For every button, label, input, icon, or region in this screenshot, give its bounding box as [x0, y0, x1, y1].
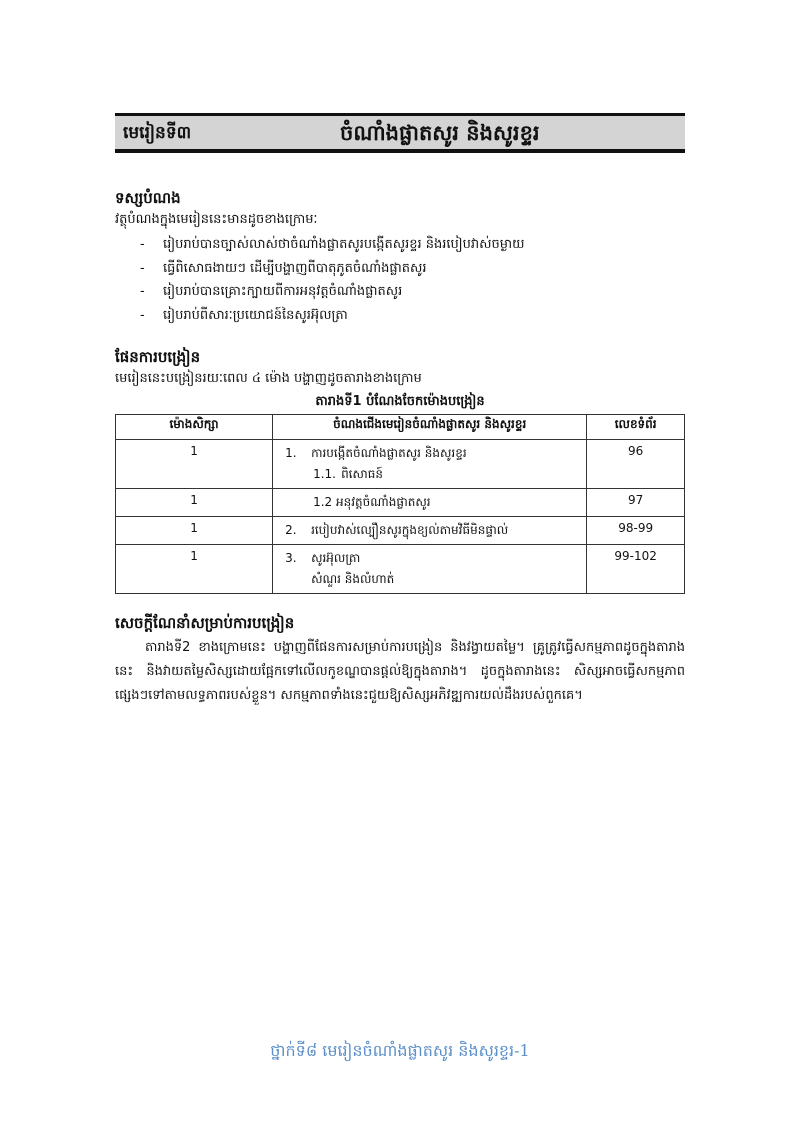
page-footer: ថ្នាក់ទី៨ មេរៀនចំណាំងផ្លាតសូរ និងសូរខ្ទរ-1 — [270, 1041, 530, 1060]
row-title: សូរអ៊ុលត្រា — [311, 551, 361, 565]
teaching-plan-table — [115, 414, 685, 594]
cell-pages: 99-102 — [587, 545, 685, 594]
column-header-hours: ម៉ោងសិក្សា — [116, 415, 273, 440]
table-header-row — [116, 415, 685, 440]
table-row — [116, 489, 685, 517]
cell-title — [273, 517, 587, 545]
lesson-number: មេរៀនទី៣ — [123, 123, 192, 143]
table-caption: តារាងទី1 បំណែងចែកម៉ោងបង្រៀន — [315, 394, 485, 409]
cell-title — [273, 440, 587, 489]
cell-title — [273, 489, 587, 517]
lesson-title: ចំណាំងផ្លាតសូរ និងសូរខ្ទរ — [340, 121, 540, 145]
column-header-pages: លេខទំព័រ — [587, 415, 685, 440]
row-sub-title: ពិសោធន៍ — [341, 467, 383, 481]
cell-hours: 1 — [116, 517, 273, 545]
row-title: ការបង្កើតចំណាំងផ្លាតសូរ និងសូរខ្ទរ — [311, 446, 467, 460]
lesson-header-bar — [115, 113, 685, 153]
objective-item: - រៀបរាប់បានច្បាស់លាស់ថាចំណាំងផ្លាតសូរបង្កើតសូរខ្ទរ និងរបៀបវាស់ចម្ងាយ — [140, 237, 525, 252]
objective-item: - រៀបរាប់ពីសារៈប្រយោជន៍នៃសូរអ៊ុលត្រា — [140, 307, 348, 323]
guidance-heading: សេចក្តីណែនាំសម្រាប់ការបង្រៀន — [115, 614, 295, 632]
table-row — [116, 545, 685, 594]
row-number: 3. — [285, 551, 297, 565]
objectives-heading: ទស្សបំណង — [115, 189, 181, 207]
cell-hours: 1 — [116, 440, 273, 489]
row-number: 2. — [285, 523, 297, 537]
teaching-plan-intro: មេរៀននេះបង្រៀនរយៈពេល ៤ ម៉ោង បង្ហាញដូចតារាងខាងក្រោម — [115, 371, 422, 386]
cell-pages: 97 — [587, 489, 685, 517]
row-sub-title: សំណួរ និងលំហាត់ — [311, 572, 395, 586]
row-number: 1. — [285, 446, 297, 460]
cell-hours: 1 — [116, 489, 273, 517]
cell-title — [273, 545, 587, 594]
table-row — [116, 517, 685, 545]
guidance-section — [115, 612, 685, 708]
objectives-list — [115, 233, 695, 327]
cell-pages: 98-99 — [587, 517, 685, 545]
teaching-plan-section — [115, 346, 695, 390]
objective-item: - ធ្វើពិសោធងាយៗ ដើម្បីបង្ហាញពីបាតុភូតចំណាំងផ្លាតសូរ — [140, 260, 427, 276]
column-header-title: ចំណងជើងមេរៀនចំណាំងផ្លាតសូរ និងសូរខ្ទរ — [273, 415, 587, 440]
table-row — [116, 440, 685, 489]
row-sub-number: 1.1. — [313, 467, 336, 481]
cell-pages: 96 — [587, 440, 685, 489]
objective-item: - រៀបរាប់បានគ្រោះក្បាយពីការអនុវត្តចំណាំងផ្លាតសូរ — [140, 284, 403, 299]
guidance-paragraph: តារាងទី2 ខាងក្រោមនេះ បង្ហាញពីផែនការសម្រាប់ការបង្រៀន និងវង្វាយតម្លៃ។ គ្រូត្រូវធ្វើសកម្មភាពដូចក្នុងតារាងនេះ និងវាយតម្លៃសិស្សដោយផ្អែកទៅលើលកូខណ្ឌបានផ្តល់ឱ្យក្នុងតារាង។ ដូចក្នុងតារាងនេះ សិស្សអាចធ្វើសកម្មភាព ផ្សេងៗទៅតាមលទ្ធភាពរបស់ខ្លួន។ សកម្មភាពទាំងនេះជួយឱ្យសិស្សអភិវឌ្ឍការយល់ដឹងរបស់ពួកគេ។ — [115, 640, 685, 703]
objectives-section — [115, 187, 695, 327]
teaching-plan-heading: ផែនការបង្រៀន — [115, 348, 201, 366]
row-title: របៀបវាស់ល្បឿនសូរក្នុងខ្យល់តាមវិធីមិនផ្ទាល់ — [311, 523, 509, 537]
objectives-intro: វត្ថុបំណងក្នុងមេរៀននេះមានដូចខាងក្រោមៈ — [115, 212, 318, 227]
row-title: 1.2 អនុវត្តចំណាំងផ្លាតសូរ — [313, 495, 431, 509]
cell-hours: 1 — [116, 545, 273, 594]
